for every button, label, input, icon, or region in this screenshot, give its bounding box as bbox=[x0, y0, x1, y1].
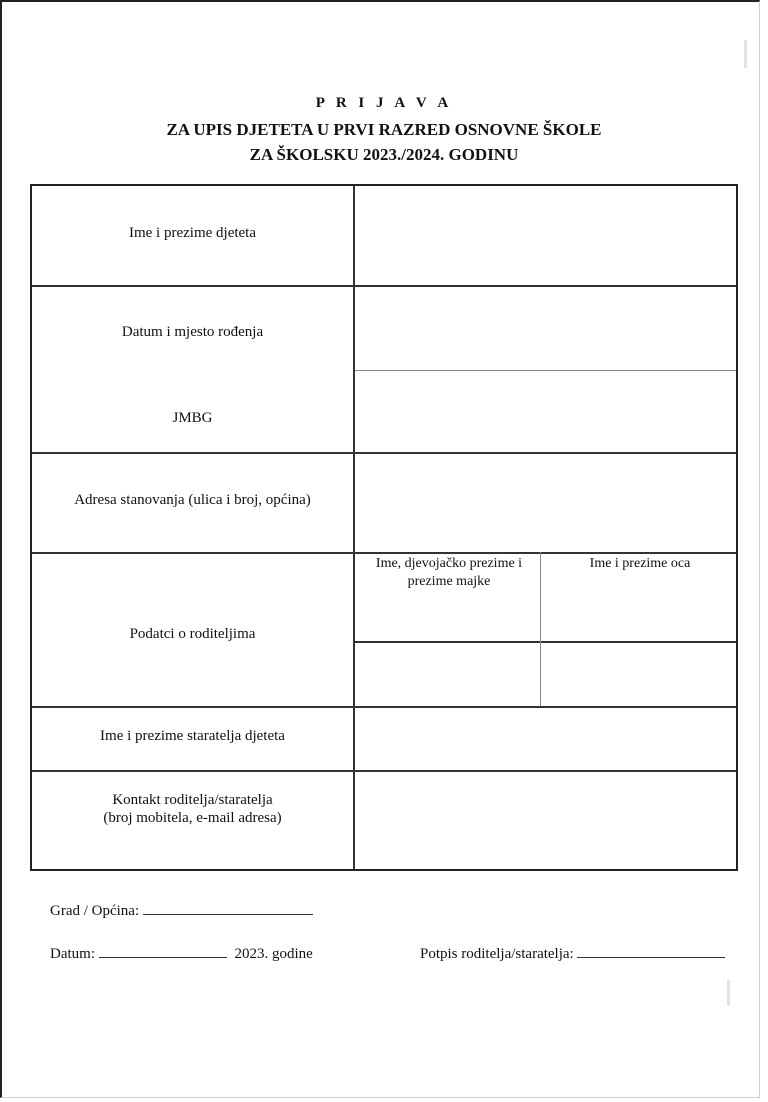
parents-label: Podatci o roditeljima bbox=[129, 626, 256, 642]
parents-column-divider bbox=[540, 552, 541, 706]
enrollment-form-table bbox=[30, 184, 738, 871]
row-divider bbox=[32, 452, 736, 454]
column-divider bbox=[353, 186, 355, 869]
year-suffix: 2023. godine bbox=[234, 946, 313, 962]
date-field bbox=[50, 942, 313, 963]
document-title: P R I J A V A bbox=[315, 95, 453, 111]
scan-artifact bbox=[727, 980, 730, 1006]
scan-artifact bbox=[744, 40, 747, 68]
birth-label: Datum i mjesto rođenja bbox=[121, 324, 264, 340]
city-blank bbox=[143, 899, 313, 915]
row-divider bbox=[32, 706, 736, 708]
father-header: Ime i prezime oca bbox=[589, 556, 691, 571]
mother-header: Ime, djevojačko prezime i prezime majke bbox=[375, 556, 523, 589]
row-divider bbox=[32, 285, 736, 287]
city-label: Grad / Općina: bbox=[50, 903, 140, 919]
jmbg-label: JMBG bbox=[172, 410, 213, 426]
contact-label-line1: Kontakt roditelja/staratelja bbox=[112, 792, 273, 808]
contact-label-line2: (broj mobitela, e-mail adresa) bbox=[103, 810, 282, 826]
child-name-label: Ime i prezime djeteta bbox=[128, 225, 257, 241]
date-blank bbox=[99, 942, 227, 958]
signature-label: Potpis roditelja/staratelja: bbox=[420, 946, 574, 962]
row-divider bbox=[355, 641, 736, 643]
signature-field bbox=[420, 942, 725, 963]
document-subtitle: ZA UPIS DJETETA U PRVI RAZRED OSNOVNE ŠKOLE bbox=[166, 120, 602, 139]
row-divider bbox=[32, 552, 736, 554]
city-field bbox=[50, 899, 313, 920]
guardian-label: Ime i prezime staratelja djeteta bbox=[100, 728, 285, 744]
signature-blank bbox=[577, 942, 725, 958]
date-label: Datum: bbox=[50, 946, 95, 962]
document-school-year: ZA ŠKOLSKU 2023./2024. GODINU bbox=[249, 145, 519, 164]
address-label: Adresa stanovanja (ulica i broj, općina) bbox=[74, 492, 311, 508]
row-divider bbox=[355, 370, 736, 371]
row-divider bbox=[32, 770, 736, 772]
